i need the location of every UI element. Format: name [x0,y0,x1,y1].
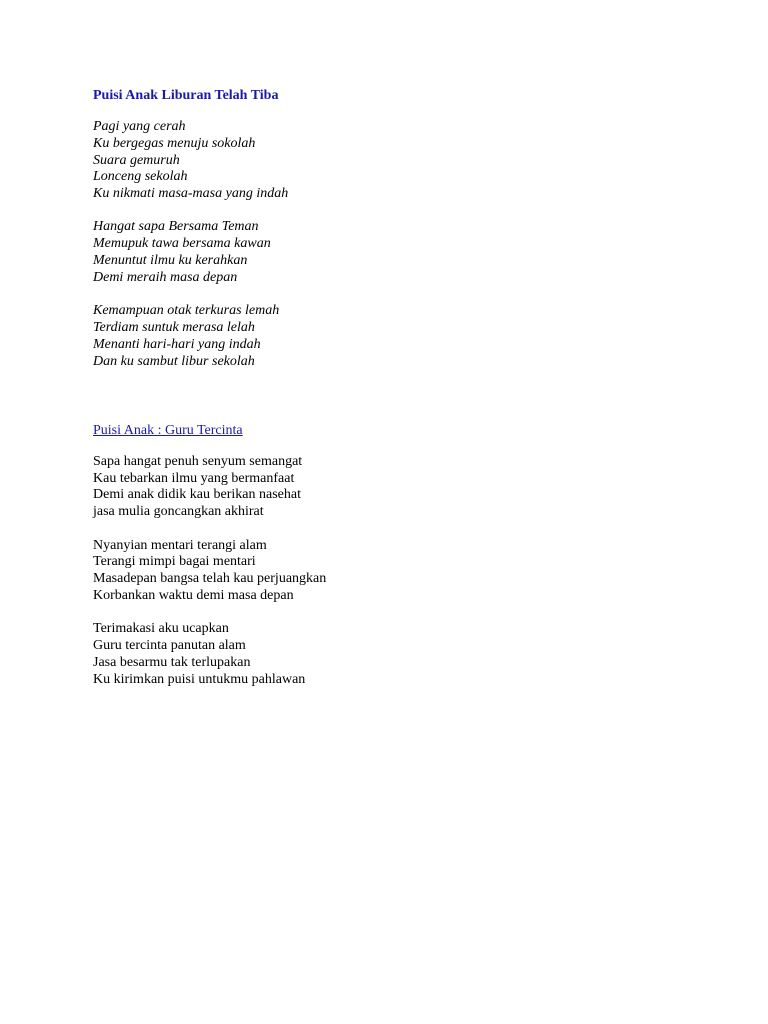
poem-line: Korbankan waktu demi masa depan [93,587,294,603]
poem-2-stanza-2 [93,538,693,605]
poem-line: Terdiam suntuk merasa lelah [93,319,255,335]
poem-line: Terimakasi aku ucapkan [93,621,229,637]
document-page [93,87,693,705]
poem-line: Sapa hangat penuh senyum semangat [93,453,303,469]
poem-2-title-link[interactable]: Puisi Anak : Guru Tercinta [93,422,243,438]
poem-line: Lonceng sekolah [93,169,188,185]
poem-line: Dan ku sambut libur sekolah [93,353,255,369]
poem-line: Masadepan bangsa telah kau perjuangkan [93,571,327,587]
poem-1-body [93,119,693,370]
poem-2-stanza-1 [93,454,693,521]
section-spacer [93,387,693,421]
poem-line: Menuntut ilmu ku kerahkan [93,253,248,269]
poem-line: Hangat sapa Bersama Teman [93,219,259,235]
poem-1-stanza-3 [93,303,693,370]
poem-line: Suara gemuruh [93,152,180,168]
poem-line: Ku bergegas menuju sokolah [93,135,256,151]
poem-line: Demi anak didik kau berikan nasehat [93,487,301,503]
poem-line: Kau tebarkan ilmu yang bermanfaat [93,470,295,486]
poem-2-stanza-3 [93,621,693,688]
poem-1-stanza-1 [93,119,693,203]
poem-1-stanza-2 [93,219,693,286]
poem-line: Pagi yang cerah [93,119,186,134]
poem-line: Demi meraih masa depan [93,269,238,285]
poem-1-title: Puisi Anak Liburan Telah Tiba [93,88,279,103]
poem-line: Jasa besarmu tak terlupakan [93,654,251,670]
poem-line: jasa mulia goncangkan akhirat [93,504,264,520]
poem-line: Terangi mimpi bagai mentari [93,554,256,570]
poem-line: Nyanyian mentari terangi alam [93,537,267,553]
poem-2-body [93,454,693,689]
poem-line: Memupuk tawa bersama kawan [93,236,271,252]
poem-line: Ku nikmati masa-masa yang indah [93,186,289,202]
poem-line: Ku kirimkan puisi untukmu pahlawan [93,671,306,687]
poem-line: Guru tercinta panutan alam [93,638,246,654]
poem-line: Kemampuan otak terkuras lemah [93,303,280,319]
poem-line: Menanti hari-hari yang indah [93,336,261,352]
